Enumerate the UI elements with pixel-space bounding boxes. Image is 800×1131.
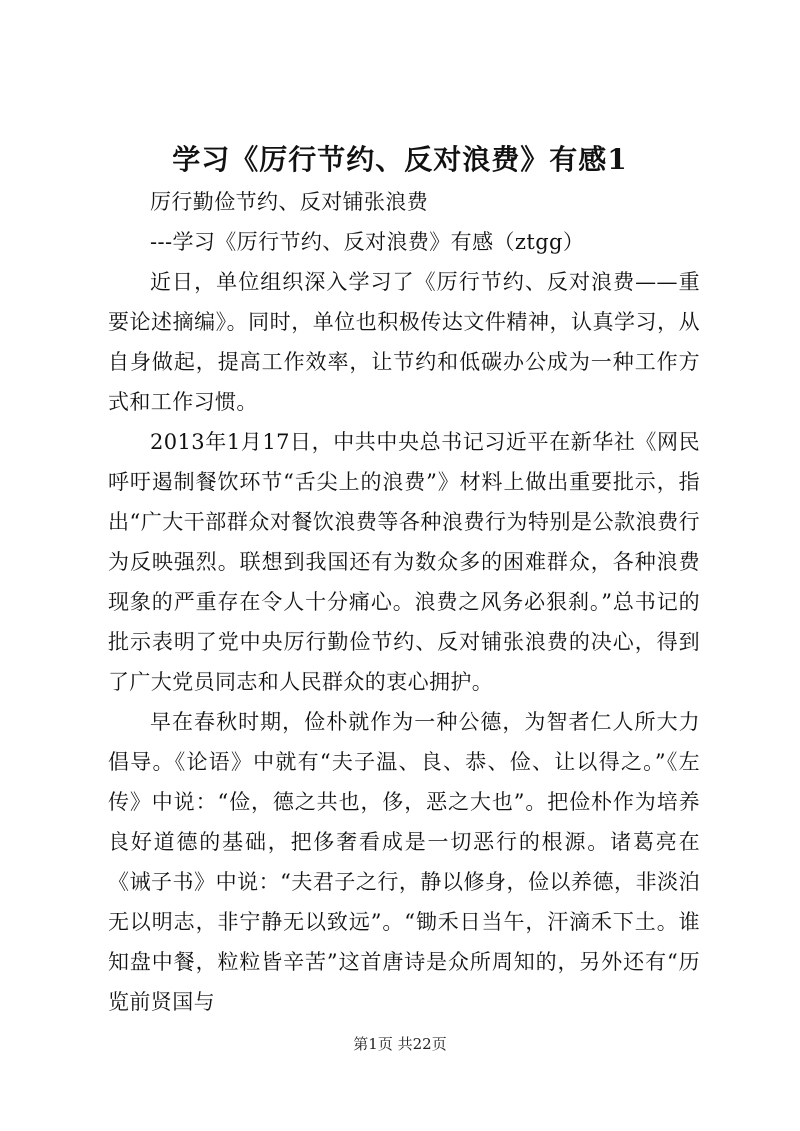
body-paragraph: 2013年1月17日，中共中央总书记习近平在新华社《网民呼吁遏制餐饮环节“舌尖上的浪费”》材料上做出重要批示，指出“广大干部群众对餐饮浪费等各种浪费行为特别是公款浪费行为反映强烈。联想到我国还有为数众多的困难群众，各种浪费现象的严重存在令人十分痛心。浪费之风务必狠刹。”总书记的批示表明了党中央厉行勤俭节约、反对铺张浪费的决心，得到了广大党员同志和人民群众的衷心拥护。: [108, 430, 700, 694]
page-footer: 第1页 共22页: [353, 1035, 447, 1053]
document-body: [108, 182, 700, 1022]
body-paragraph: 早在春秋时期，俭朴就作为一种公德，为智者仁人所大力倡导。《论语》中就有“夫子温、良、恭、俭、让以得之。”《左传》中说：“俭，德之共也，侈，恶之大也”。把俭朴作为培养良好道德的基础，把侈奢看成是一切恶行的根源。诸葛亮在《诫子书》中说：“夫君子之行，静以修身，俭以养德，非淡泊无以明志，非宁静无以致远”。“锄禾日当午，汗滴禾下土。谁知盘中餐，粒粒皆辛苦”这首唐诗是众所周知的，另外还有“历览前贤国与: [108, 710, 700, 1014]
subtitle-paragraph: 厉行勤俭节约、反对铺张浪费: [150, 190, 429, 214]
body-paragraph: 近日，单位组织深入学习了《厉行节约、反对浪费——重要论述摘编》。同时，单位也积极传达文件精神，认真学习，从自身做起，提高工作效率，让节约和低碳办公成为一种工作方式和工作习惯。: [108, 270, 700, 414]
subtitle-source-paragraph: ---学习《厉行节约、反对浪费》有感（ztgg）: [150, 230, 585, 254]
document-title: 学习《厉行节约、反对浪费》有感1: [172, 143, 628, 176]
